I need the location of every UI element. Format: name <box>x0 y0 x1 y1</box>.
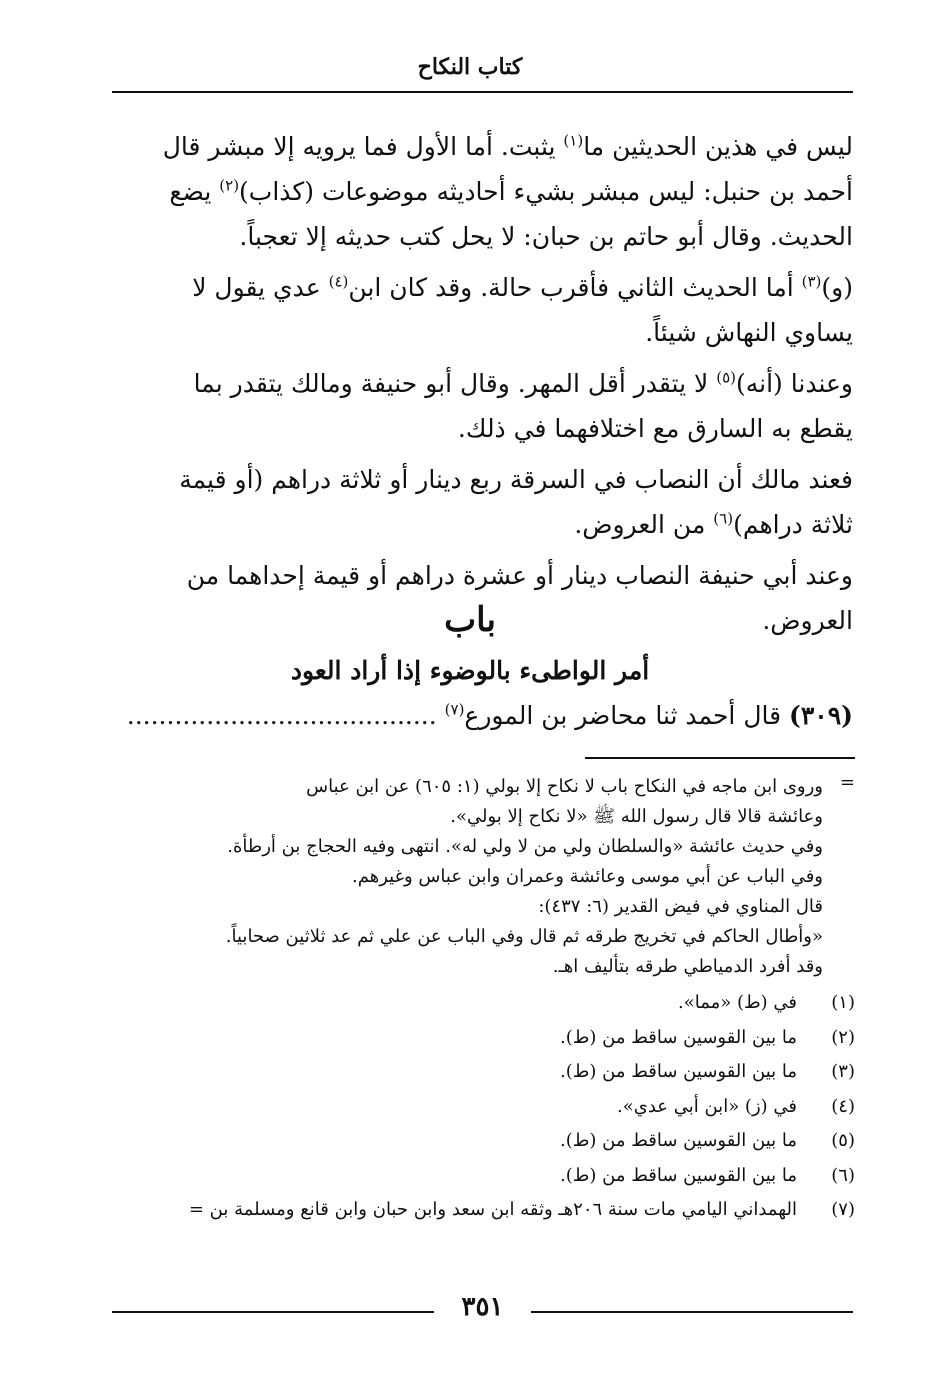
hadith-number: (٣٠٩) <box>789 701 853 730</box>
footnote-number: (٧) <box>831 1199 855 1220</box>
text-segment: يثبت. أما الأول فما يرويه إلا مبشر قال <box>162 132 564 161</box>
footnote-item <box>110 1124 855 1159</box>
footnotes-section <box>110 772 855 1228</box>
paragraph <box>112 124 853 259</box>
ellipsis-dots: ....................................... <box>126 701 445 730</box>
text-line <box>112 361 853 406</box>
footnote-ref-5[interactable]: (٥) <box>716 368 736 387</box>
note-line: وعائشة قالا قال رسول الله ﷺ «لا نكاح إلا بولي». <box>450 806 823 827</box>
text-segment: أحمد بن حنبل: ليس مبشر بشيء أحاديثه موضوعات (كذاب) <box>239 177 853 206</box>
footnote-number: (٥) <box>831 1130 855 1151</box>
text-segment: يضع <box>169 177 220 206</box>
text-segment: عدي يقول لا <box>192 273 329 302</box>
text-segment: (و) <box>821 273 853 302</box>
footnote-rule <box>585 757 855 759</box>
note-line: قال المناوي في فيض القدير (٦: ٤٣٧): <box>538 896 823 917</box>
text-segment: ليس في هذين الحديثين ما <box>583 132 853 161</box>
page-number: ٣٥١ <box>461 1292 504 1322</box>
footnote-text: ما بين القوسين ساقط من (ط). <box>560 1130 797 1151</box>
footnote-text: في (ط) «مما». <box>677 992 797 1013</box>
footnote-item <box>110 1193 855 1228</box>
footnote-ref-6[interactable]: (٦) <box>713 509 734 528</box>
paragraph <box>112 457 853 547</box>
text-segment: من العروض. <box>574 510 714 539</box>
footnote-item <box>110 1055 855 1090</box>
paragraph <box>112 265 853 355</box>
text-segment: أما الحديث الثاني فأقرب حالة. وقد كان ابن <box>348 273 802 302</box>
text-line <box>112 502 853 547</box>
running-title: كتاب النكاح <box>417 54 523 80</box>
footnote-item <box>110 1159 855 1194</box>
note-line: وفي حديث عائشة «والسلطان ولي من لا ولي له». انتهى وفيه الحجاج بن أرطأة. <box>227 836 823 857</box>
footnote-ref-1[interactable]: (١) <box>563 131 584 150</box>
footnote-number: (٢) <box>831 1026 855 1048</box>
page-footer <box>112 1292 853 1326</box>
footnote-item <box>110 1021 855 1056</box>
text-line: الحديث. وقال أبو حاتم بن حبان: لا يحل كتب حديثه إلا تعجباً. <box>239 222 853 251</box>
text-segment: وعندنا (أنه) <box>736 369 853 398</box>
footnote-item <box>110 986 855 1021</box>
main-text <box>112 124 853 649</box>
footnote-number: (١) <box>831 992 855 1013</box>
paragraph <box>112 361 853 451</box>
hadith-line <box>112 694 853 738</box>
footnote-text: ما بين القوسين ساقط من (ط). <box>560 1164 797 1186</box>
text-line <box>112 265 853 310</box>
continued-note <box>110 772 855 982</box>
continuation-mark: = <box>839 772 855 793</box>
footnote-list <box>110 986 855 1228</box>
text-line: يساوي النهاش شيئاً. <box>645 318 853 347</box>
footnote-ref-2[interactable]: (٢) <box>219 176 240 195</box>
footnote-text: ما بين القوسين ساقط من (ط). <box>560 1061 797 1082</box>
footnote-number: (٦) <box>831 1164 855 1186</box>
footer-rule-right <box>531 1311 853 1313</box>
footnote-ref-7[interactable]: (٧) <box>444 700 465 719</box>
text-line: وعند أبي حنيفة النصاب دينار أو عشرة دراهم أو قيمة إحداهما من <box>186 561 853 590</box>
footnote-item <box>110 1090 855 1125</box>
text-line: العروض. <box>762 606 853 635</box>
footnote-text: الهمداني اليامي مات سنة ٢٠٦هـ وثقه ابن سعد وابن حبان وابن قانع ومسلمة بن = <box>188 1199 797 1220</box>
chapter-subtitle: أمر الواطىء بالوضوء إذا أراد العود <box>290 656 650 685</box>
note-line: وفي الباب عن أبي موسى وعائشة وعمران وابن عباس وغيرهم. <box>352 866 823 887</box>
header-rule <box>112 91 853 93</box>
footnote-number: (٣) <box>831 1061 855 1082</box>
text-line <box>112 169 853 214</box>
footnote-ref-3[interactable]: (٣) <box>801 272 822 291</box>
text-segment: ثلاثة دراهم) <box>733 510 853 539</box>
note-line: وقد أفرد الدمياطي طرقه بتأليف اهـ. <box>552 956 823 977</box>
footnote-text: في (ز) «ابن أبي عدي». <box>617 1095 797 1117</box>
note-line: وروى ابن ماجه في النكاح باب لا نكاح إلا بولي (١: ٦٠٥) عن ابن عباس <box>306 776 823 797</box>
text-line: فعند مالك أن النصاب في السرقة ربع دينار أو ثلاثة دراهم (أو قيمة <box>179 465 853 494</box>
chapter-title: باب <box>444 600 496 640</box>
footnote-text: ما بين القوسين ساقط من (ط). <box>560 1026 797 1048</box>
text-segment: لا يتقدر أقل المهر. وقال أبو حنيفة ومالك يتقدر بما <box>193 369 717 398</box>
footnote-ref-4[interactable]: (٤) <box>328 272 349 291</box>
footnote-number: (٤) <box>831 1095 855 1117</box>
hadith-text: قال أحمد ثنا محاضر بن المورع <box>464 701 790 730</box>
note-line: «وأطال الحاكم في تخريج طرقه ثم قال وفي الباب عن علي ثم عد ثلاثين صحابياً. <box>225 926 823 947</box>
text-line <box>112 124 853 169</box>
text-line: يقطع به السارق مع اختلافهما في ذلك. <box>457 414 853 443</box>
